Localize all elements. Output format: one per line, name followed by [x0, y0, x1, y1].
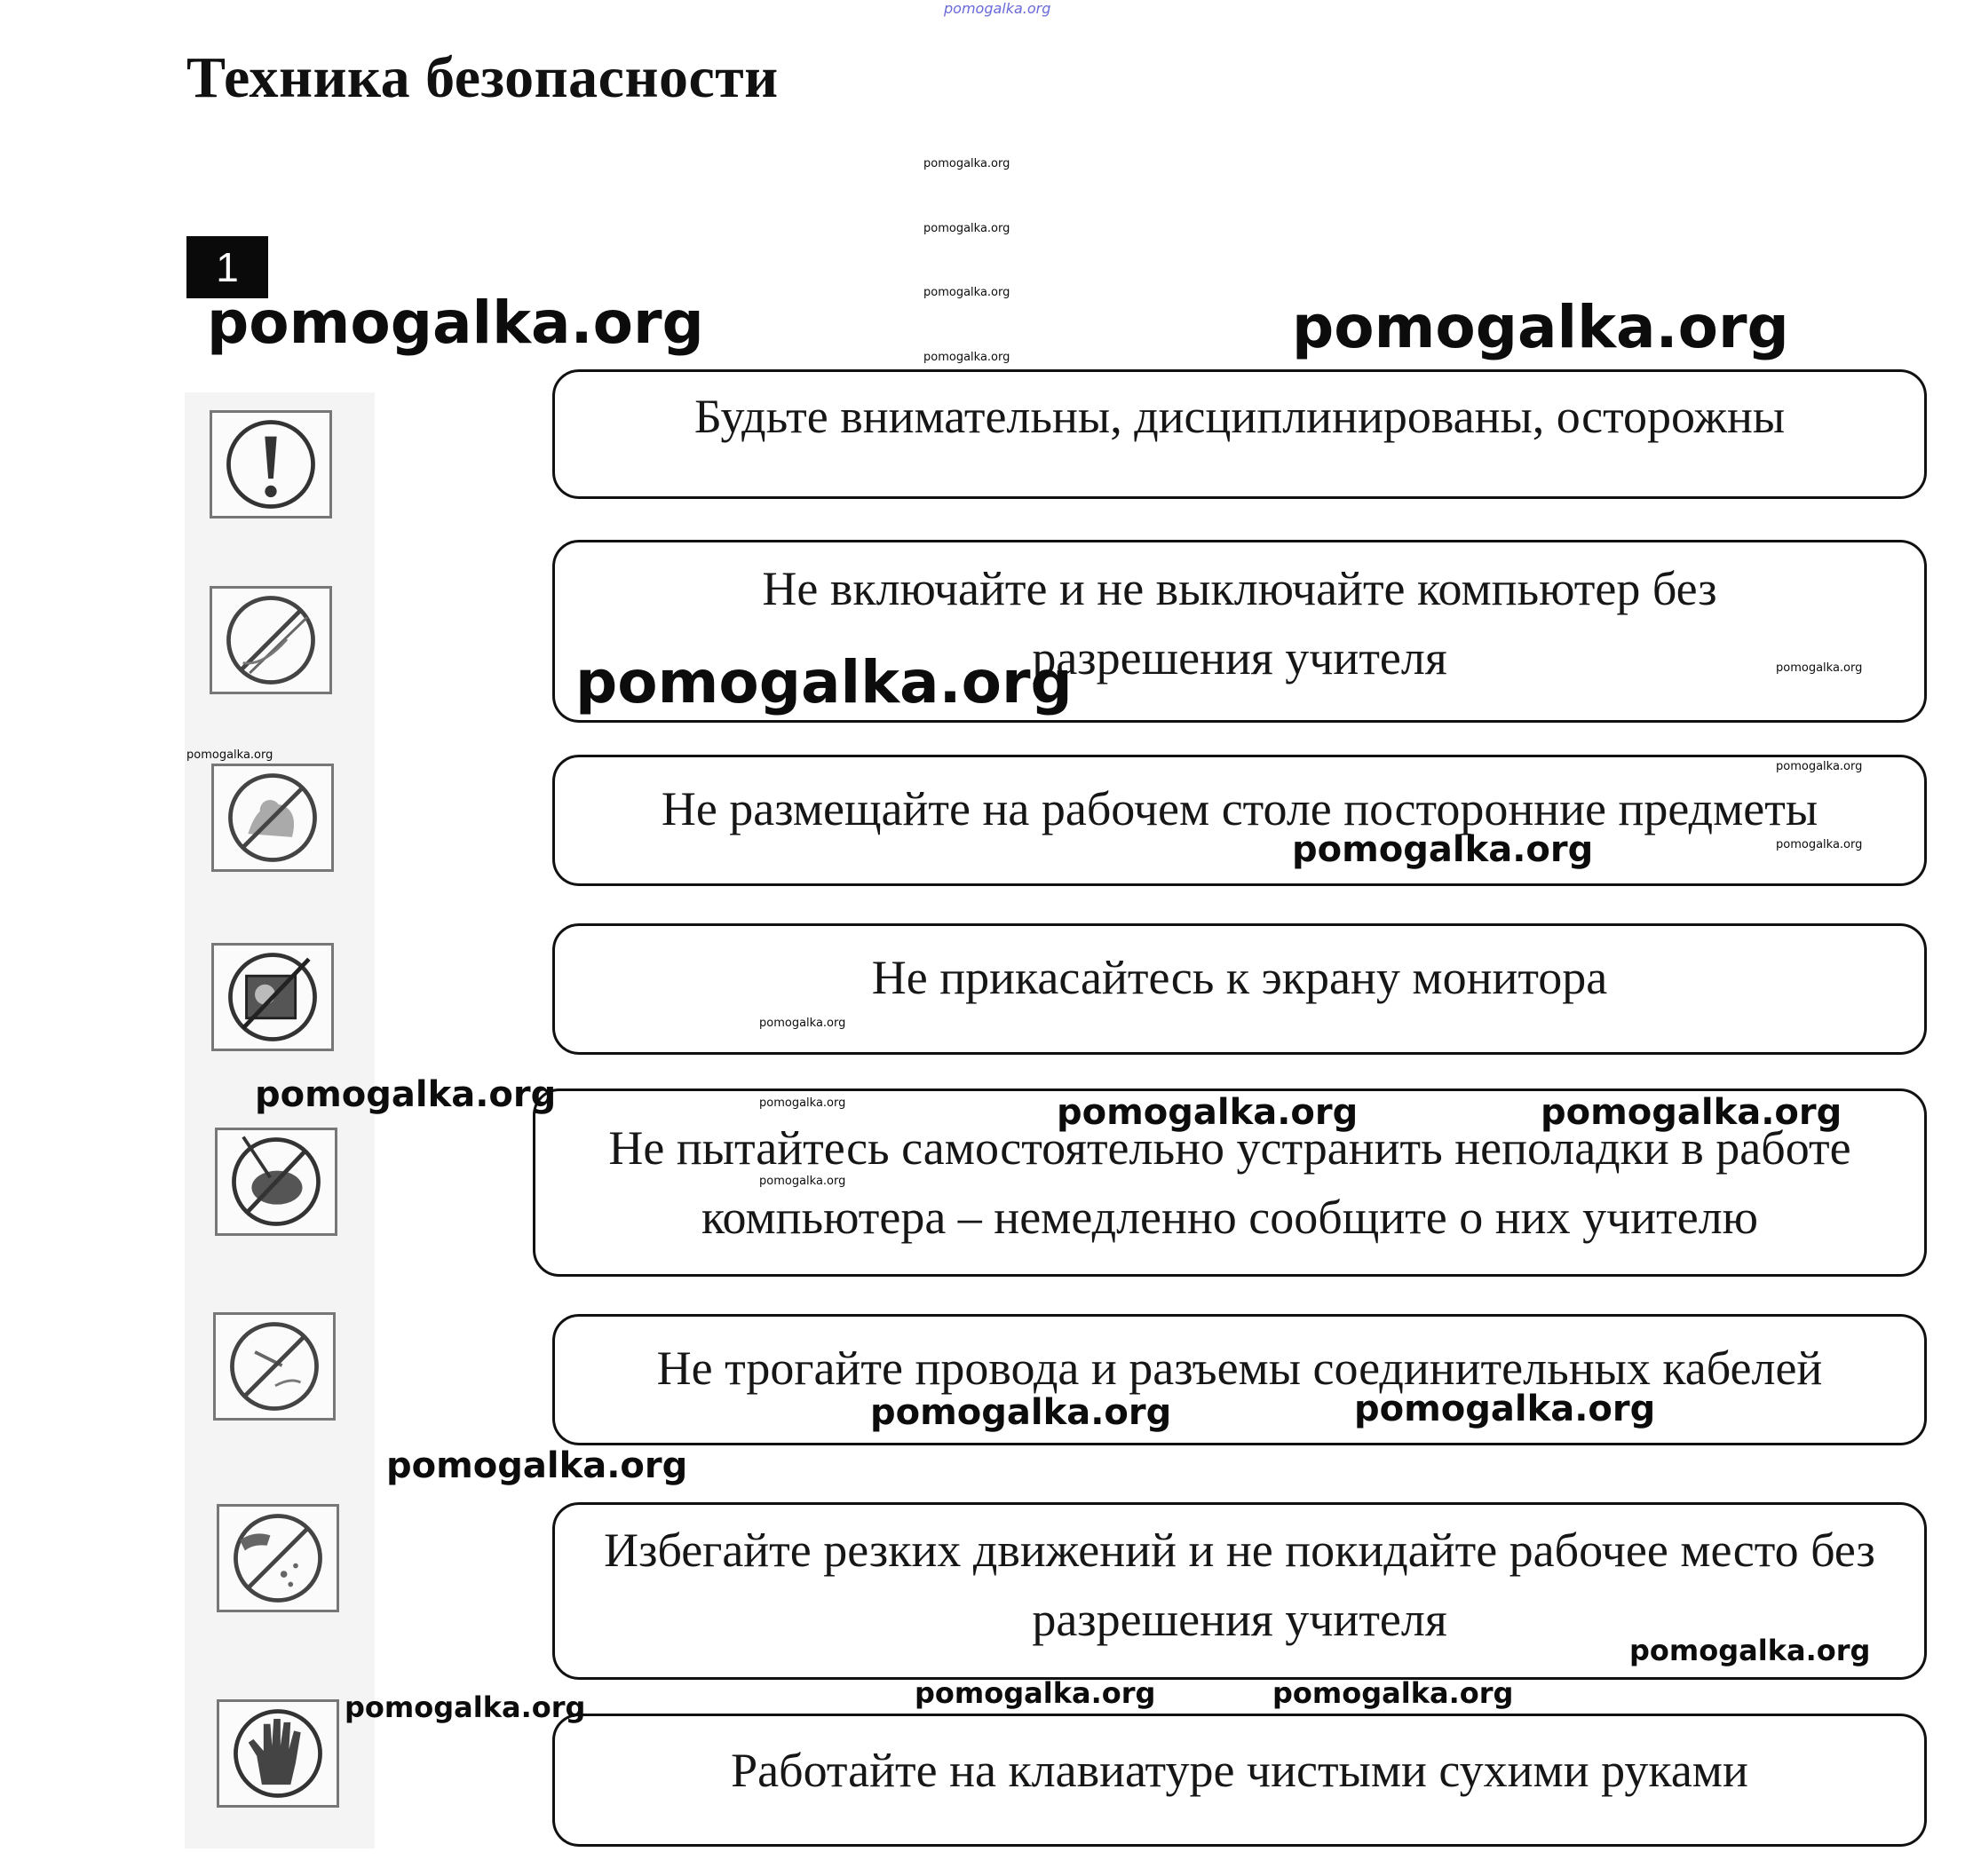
watermark: pomogalka.org [870, 1392, 1172, 1433]
no-touch-screen-icon [211, 943, 334, 1051]
rule-box [552, 369, 1927, 499]
watermark: pomogalka.org [1354, 1389, 1656, 1429]
watermark: pomogalka.org [923, 157, 1010, 170]
watermark: pomogalka.org [1541, 1092, 1842, 1133]
watermark: pomogalka.org [1776, 838, 1863, 851]
watermark: pomogalka.org [1272, 1676, 1514, 1710]
watermark: pomogalka.org [1292, 293, 1789, 361]
page-title: Техника безопасности [186, 45, 779, 110]
watermark: pomogalka.org [345, 1690, 586, 1724]
no-switch-icon [210, 586, 332, 694]
watermark: pomogalka.org [1629, 1634, 1871, 1667]
no-sudden-movements-icon [217, 1504, 339, 1612]
watermark: pomogalka.org [915, 1676, 1156, 1710]
watermark: pomogalka.org [759, 1175, 846, 1188]
watermark: pomogalka.org [1776, 760, 1863, 773]
watermark: pomogalka.org [923, 286, 1010, 299]
rule-box [552, 1314, 1927, 1445]
clean-hands-icon [217, 1699, 339, 1808]
rule-text: Не включайте и не выключайте компьютер без разрешения учителя [762, 562, 1717, 685]
no-touch-cables-icon [213, 1312, 336, 1421]
watermark: pomogalka.org [386, 1445, 688, 1486]
watermark: pomogalka.org [923, 222, 1010, 235]
watermark: pomogalka.org [944, 0, 1051, 17]
rule-box [552, 1714, 1927, 1847]
exclamation-sign-icon [210, 410, 332, 518]
watermark: pomogalka.org [1057, 1092, 1359, 1133]
rule-text: Не прикасайтесь к экрану монитора [871, 951, 1608, 1004]
watermark: pomogalka.org [575, 648, 1073, 716]
task-number-badge: 1 [186, 236, 268, 298]
watermark: pomogalka.org [1292, 829, 1594, 870]
watermark: pomogalka.org [1776, 661, 1863, 675]
rule-box [552, 755, 1927, 886]
watermark: pomogalka.org [255, 1074, 557, 1115]
watermark: pomogalka.org [923, 351, 1010, 364]
rule-text: Не пытайтесь самостоятельно устранить неполадки в работе компьютера – немедленно сообщите о них учителю [608, 1121, 1851, 1244]
rule-text: Избегайте резких движений и не покидайте рабочее место без разрешения учителя [604, 1524, 1875, 1646]
rule-text: Будьте внимательны, дисциплинированы, осторожны [693, 390, 1786, 443]
rule-text: Работайте на клавиатуре чистыми сухими руками [731, 1744, 1748, 1797]
no-self-repair-icon [215, 1128, 337, 1236]
watermark: pomogalka.org [186, 748, 273, 762]
rule-text: Не размещайте на рабочем столе посторонние предметы [661, 782, 1818, 835]
watermark: pomogalka.org [207, 289, 704, 357]
no-objects-on-desk-icon [211, 764, 334, 872]
watermark: pomogalka.org [759, 1017, 846, 1030]
rule-box [552, 923, 1927, 1055]
watermark: pomogalka.org [759, 1096, 846, 1110]
rule-text: Не трогайте провода и разъемы соединительных кабелей [656, 1342, 1823, 1395]
